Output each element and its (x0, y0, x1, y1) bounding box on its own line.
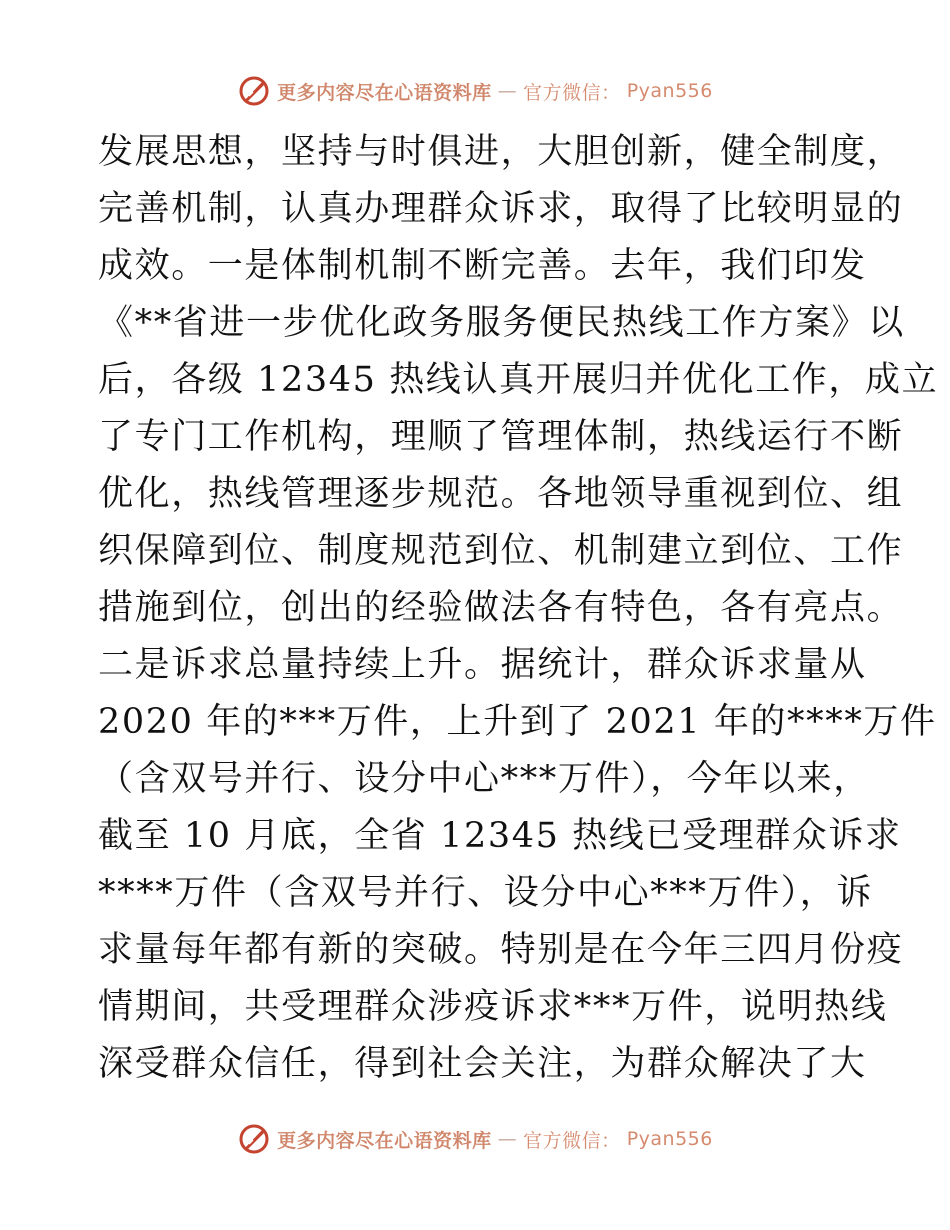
text-line: 完善机制，认真办理群众诉求，取得了比较明显的 (98, 189, 904, 229)
document-body (98, 124, 939, 1093)
banner-wechat-id: Pyan556 (626, 80, 713, 102)
text-line: 成效。一是体制机制不断完善。去年，我们印发 (98, 246, 867, 286)
text-line: 发展思想，坚持与时俱进，大胆创新，健全制度， (98, 132, 904, 172)
text-line: 求量每年都有新的突破。特别是在今年三四月份疫 (98, 930, 904, 970)
text-line: 截至 10 月底，全省 12345 热线已受理群众诉求 (98, 816, 902, 856)
text-line: 后，各级 12345 热线认真开展归并优化工作，成立 (98, 360, 939, 400)
banner-library-text: 更多内容尽在心语资料库 (277, 1129, 492, 1152)
text-line: 措施到位，创出的经验做法各有特色，各有亮点。 (98, 588, 904, 628)
banner-separator: — (497, 80, 518, 102)
text-line: 了专门工作机构，理顺了管理体制，热线运行不断 (98, 417, 904, 457)
text-line: 《**省进一步优化政务服务便民热线工作方案》以 (98, 303, 905, 343)
footer-watermark-banner (0, 1119, 950, 1159)
text-line: （含双号并行、设分中心***万件），今年以来， (98, 759, 870, 799)
banner-separator: — (497, 1128, 518, 1150)
text-line: 深受群众信任，得到社会关注，为群众解决了大 (98, 1044, 867, 1084)
banner-wechat-label: 官方微信： (523, 1129, 621, 1152)
text-line: ****万件（含双号并行、设分中心***万件），诉 (98, 873, 874, 913)
text-line: 2020 年的***万件，上升到了 2021 年的****万件 (98, 702, 937, 742)
text-line: 情期间，共受理群众涉疫诉求***万件，说明热线 (98, 987, 888, 1027)
text-line: 优化，热线管理逐步规范。各地领导重视到位、组 (98, 474, 904, 514)
quill-logo-icon (237, 74, 271, 108)
banner-wechat-label: 官方微信： (523, 81, 621, 104)
text-line: 织保障到位、制度规范到位、机制建立到位、工作 (98, 531, 904, 571)
header-watermark-banner (0, 71, 950, 111)
text-line: 二是诉求总量持续上升。据统计，群众诉求量从 (98, 645, 867, 685)
banner-library-text: 更多内容尽在心语资料库 (277, 81, 492, 104)
quill-logo-icon (237, 1122, 271, 1156)
banner-wechat-id: Pyan556 (626, 1128, 713, 1150)
